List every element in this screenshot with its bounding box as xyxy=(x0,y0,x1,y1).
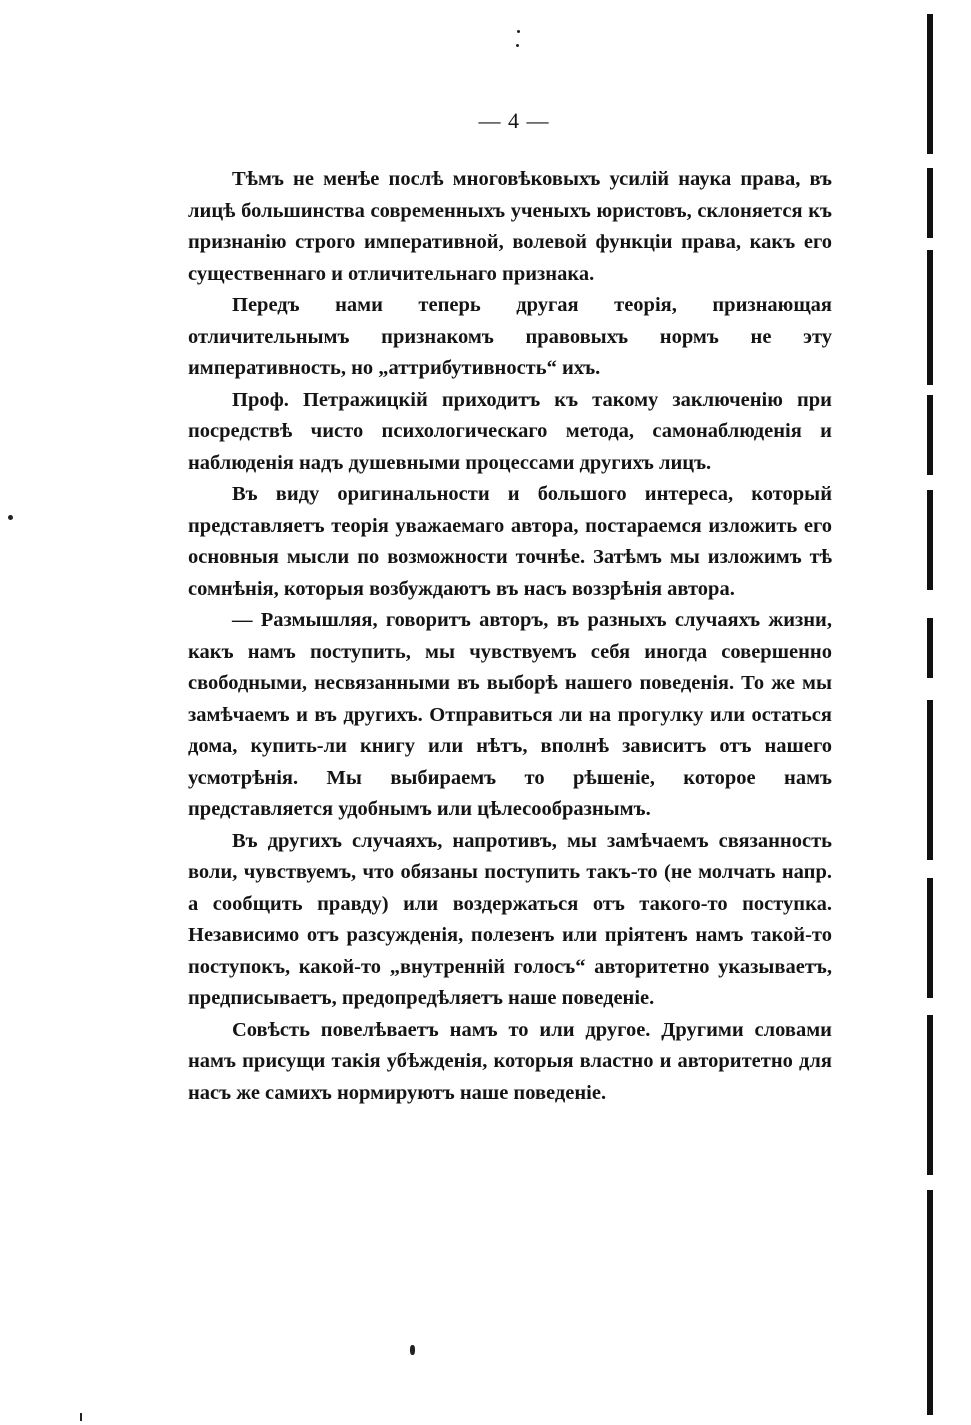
binding-edge-segment xyxy=(927,618,933,678)
binding-edge xyxy=(927,0,934,1425)
body-text xyxy=(188,164,832,1109)
binding-edge-segment xyxy=(927,490,933,590)
page-number: — 4 — xyxy=(478,108,550,133)
paragraph-5: — Размышляя, говоритъ авторъ, въ разныхъ случаяхъ жизни, какъ намъ поступить, мы чувствуемъ себя иногда совершенно свободными, несвязанными въ выборѣ нашего поведенія. То же мы замѣчаемъ и въ другихъ. Отправиться ли на прогулку или остаться дома, купить-ли книгу или нѣтъ, вполнѣ зависитъ отъ нашего усмотрѣнія. Мы выбираемъ то рѣшеніе, которое намъ представляется удобнымъ или цѣлесообразнымъ. xyxy=(188,609,832,820)
paragraph-6: Въ другихъ случаяхъ, напротивъ, мы замѣчаемъ связанность воли, чувствуемъ, что обязаны поступить такъ-то (не молчать напр. а сообщить правду) или воздержаться отъ такого-то поступка. Независимо отъ разсужденія, полезенъ или пріятенъ намъ такой-то поступокъ, какой-то „внутренній голосъ“ авторитетно указываетъ, предписываетъ, предопредѣляетъ наше поведеніе. xyxy=(188,829,832,1009)
binding-edge-segment xyxy=(927,14,933,154)
paragraph-7: Совѣсть повелѣваетъ намъ то или другое. Другими словами намъ присущи такія убѣжденія, которыя властно и авторитетно для насъ же самихъ нормируютъ наше поведеніе. xyxy=(188,1018,832,1104)
scan-speck xyxy=(517,30,520,33)
binding-edge-segment xyxy=(927,700,933,860)
scan-speck xyxy=(410,1345,415,1355)
paragraph-2: Передъ нами теперь другая теорія, признающая отличительнымъ признакомъ правовыхъ нормъ не эту императивность, но „аттрибутивность“ ихъ. xyxy=(188,294,832,379)
scan-speck xyxy=(516,44,519,47)
binding-edge-segment xyxy=(927,250,933,385)
binding-edge-segment xyxy=(927,395,933,475)
binding-edge-segment xyxy=(927,1190,933,1415)
paragraph-4: Въ виду оригинальности и большого интереса, который представляетъ теорія уважаемаго автора, постараемся изложить его основныя мысли по возможности точнѣе. Затѣмъ мы изложимъ тѣ сомнѣнія, которыя возбуждаютъ въ насъ воззрѣнія автора. xyxy=(188,483,832,600)
paragraph-1: Тѣмъ не менѣе послѣ многовѣковыхъ усилій наука права, въ лицѣ большинства современныхъ ученыхъ юристовъ, склоняется къ признанію строго императивной, волевой функціи права, какъ его существеннаго и отличительнаго признака. xyxy=(188,168,832,285)
scan-speck xyxy=(8,515,13,520)
binding-edge-segment xyxy=(927,1015,933,1175)
binding-edge-segment xyxy=(927,168,933,238)
paragraph-3: Проф. Петражицкій приходитъ къ такому заключенію при посредствѣ чисто психологическаго метода, самонаблюденія и наблюденія надъ душевными процессами другихъ лицъ. xyxy=(188,388,832,474)
binding-edge-segment xyxy=(927,878,933,998)
scan-speck xyxy=(80,1413,82,1421)
